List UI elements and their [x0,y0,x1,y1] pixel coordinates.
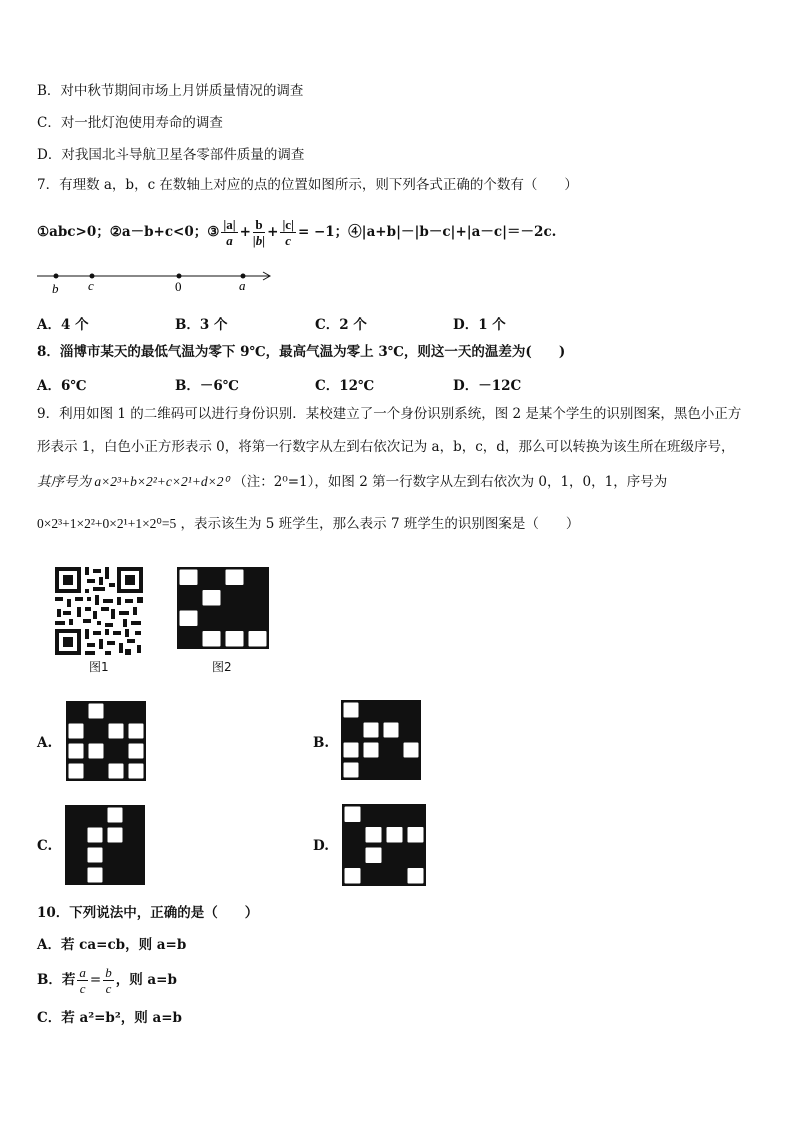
black-square [341,720,361,740]
black-square [106,701,126,721]
q9-option-a-label: A. [37,735,53,751]
white-square [226,631,244,647]
white-square [203,631,221,647]
white-square [408,868,424,884]
black-square [125,805,145,825]
black-square [65,825,85,845]
q9-option-a-grid [65,700,147,782]
white-square [108,828,123,843]
q10-frac-a-over-c: $\frac{a}{c}$ [79,964,86,996]
white-square [129,764,144,779]
black-square [381,700,401,720]
q10-equals: = [89,972,102,988]
black-square [405,845,426,866]
q7-statements: ①abc>0；②a－b+c<0；③ $\frac{|a|}{a}$ + $\frac{b}{|b|}$ + $\frac{|c|}{c}$ = −1；④|a+b|－|b－c|+|a－c|＝－2c. [37,216,557,248]
black-square [105,845,125,865]
black-square [363,866,384,887]
q9-option-c-label: C. [37,838,53,854]
black-square [65,865,85,885]
white-square [387,827,403,843]
white-square [366,848,382,864]
black-square [342,825,363,846]
white-square [364,723,379,738]
white-square [404,743,419,758]
white-square [69,744,84,759]
black-square [342,845,363,866]
white-square [129,724,144,739]
black-square [361,700,381,720]
white-square [344,703,359,718]
black-square [223,608,246,629]
label-c: c [88,278,94,293]
black-square [401,700,421,720]
fig1-caption: 图1 [89,660,109,674]
white-square [344,743,359,758]
black-square [381,740,401,760]
q7-stem: 7．有理数 a，b，c 在数轴上对应的点的位置如图所示，则下列各式正确的个数有（ ） [37,177,578,193]
white-square [249,631,267,647]
q9-option-d-grid [341,803,427,887]
black-square [401,760,421,780]
black-square [401,720,421,740]
black-square [246,567,269,588]
q7-frac-b: $\frac{b}{|b|}$ [252,216,266,248]
q6-option-b: B．对中秋节期间市场上月饼质量情况的调查 [37,83,304,99]
q9-formula: 其序号为 a×2³+b×2²+c×2¹+d×2⁰ [37,474,229,489]
black-square [65,805,85,825]
white-square [89,704,104,719]
white-square [129,744,144,759]
q7-option-d: D．1 个 [453,317,506,333]
white-square [180,570,198,586]
black-square [125,865,145,885]
q8-option-b: B．－6℃ [175,378,239,394]
q7-option-a: A．4 个 [37,317,89,333]
white-square [226,570,244,586]
white-square [69,724,84,739]
white-square [89,744,104,759]
black-square [405,804,426,825]
q7-statement-1-2: ①abc>0；②a－b+c<0；③ [37,224,220,240]
q9-option-c-grid [64,804,146,886]
black-square [200,608,223,629]
black-square [125,845,145,865]
q6-option-d: D．对我国北斗导航卫星各零部件质量的调查 [37,147,305,163]
black-square [177,629,200,650]
q8-option-c: C．12℃ [315,378,375,394]
black-square [105,865,125,885]
black-square [363,804,384,825]
q9-line-2: 形表示 1，白色小正方形表示 0，将第一行数字从左到右依次记为 a，b，c，d，那么可以转换为该生所在班级序号， [37,439,735,455]
white-square [345,868,361,884]
qr-code-figure [53,565,145,657]
black-square [200,567,223,588]
q7-number-line [37,264,277,296]
q10-option-b [37,962,177,998]
white-square [88,868,103,883]
white-square [364,743,379,758]
white-square [108,808,123,823]
black-square [65,845,85,865]
q7-frac-c: $\frac{|c|}{c}$ [282,216,294,248]
label-zero: 0 [175,279,182,294]
black-square [246,588,269,609]
q9-option-d-label: D. [313,838,329,854]
q9-line-1: 9．利用如图 1 的二维码可以进行身份识别．某校建立了一个身份识别系统，图 2 是某个学生的识别图案，黑色小正方 [37,406,742,422]
black-square [85,805,105,825]
q9-example-formula: 0×2³+1×2²+0×2¹+1×2⁰=5 [37,516,177,531]
q10-option-b-prefix: B．若 [37,972,76,988]
white-square [109,764,124,779]
q10-option-a: A．若 ca=cb，则 a=b [37,937,187,953]
black-square [381,760,401,780]
black-square [66,701,86,721]
fig2-caption: 图2 [212,660,232,674]
q9-line-3-text: （注：2⁰=1），如图 2 第一行数字从左到右依次为 0，1，0，1，序号为 [233,474,668,490]
black-square [106,741,126,761]
q9-line-4-text: ，表示该生为 5 班学生，那么表示 7 班学生的识别图案是（ ） [180,516,580,532]
q10-option-b-suffix: ，则 a=b [115,972,177,988]
fig2-grid [176,566,270,650]
q9-line-4 [37,515,579,533]
q6-option-c: C．对一批灯泡使用寿命的调查 [37,115,223,131]
black-square [125,825,145,845]
q7-frac-a: $\frac{|a|}{a}$ [223,216,236,248]
black-square [384,866,405,887]
q10-frac-b-over-c: $\frac{b}{c}$ [105,964,112,996]
white-square [69,764,84,779]
black-square [384,845,405,866]
white-square [344,763,359,778]
q8-option-d: D．－12C [453,378,522,394]
white-square [109,724,124,739]
q10-stem: 10．下列说法中，正确的是（ ） [37,905,259,921]
black-square [177,588,200,609]
q9-option-b-grid [340,699,422,781]
q7-option-b: B．3 个 [175,317,228,333]
white-square [203,590,221,606]
q7-option-c: C．2 个 [315,317,367,333]
white-square [180,611,198,627]
black-square [246,608,269,629]
white-square [408,827,424,843]
white-square [345,807,361,823]
q7-statement-3-4: = −1；④|a+b|－|b－c|+|a－c|＝－2c. [297,224,557,240]
black-square [361,760,381,780]
white-square [366,827,382,843]
point-zero [177,274,182,279]
black-square [86,721,106,741]
black-square [384,804,405,825]
white-square [384,723,399,738]
white-square [88,848,103,863]
q9-line-3 [37,473,667,491]
q10-option-c: C．若 a²=b²，则 a=b [37,1010,182,1026]
q8-stem: 8．淄博市某天的最低气温为零下 9℃，最高气温为零上 3℃，则这一天的温差为( ) [37,344,566,360]
point-b [54,274,59,279]
label-b: b [52,281,59,296]
q9-option-b-label: B. [313,735,330,751]
white-square [88,828,103,843]
black-square [86,761,106,781]
black-square [126,701,146,721]
q8-option-a: A．6℃ [37,378,87,394]
black-square [223,588,246,609]
label-a: a [239,278,246,293]
